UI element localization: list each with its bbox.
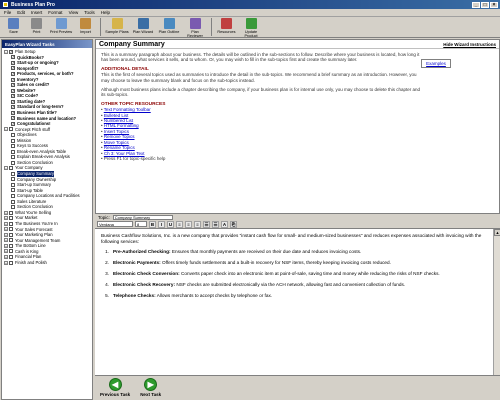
item-number: 2.: [105, 260, 109, 265]
hide-instructions-link[interactable]: Hide Wizard Instructions: [443, 41, 496, 47]
panel-title: EasyPlan Wizard Tasks: [2, 40, 92, 48]
toolbar-button-label: Sample Plans: [105, 30, 129, 34]
expand-icon[interactable]: +: [5, 243, 7, 248]
task-label: Business Plan title?: [17, 110, 57, 116]
font-select[interactable]: Verdana: [97, 221, 133, 227]
task-checkbox[interactable]: [9, 127, 13, 131]
task-checkbox[interactable]: [11, 205, 15, 209]
resource-item: • Ch 3: Your Plan Text: [101, 150, 145, 156]
resource-link[interactable]: Rename Topics: [103, 145, 135, 151]
toolbar-sample-plans-button[interactable]: [105, 18, 129, 34]
close-button[interactable]: ×: [490, 2, 498, 8]
toolbar-update-product-button[interactable]: [239, 18, 263, 38]
instructions-text: [96, 49, 499, 216]
expand-icon[interactable]: +: [5, 221, 7, 226]
task-checkbox[interactable]: ✓: [12, 110, 15, 115]
task-checkbox[interactable]: ✓: [12, 88, 15, 93]
task-label: Concept Pitch stuff: [15, 126, 51, 132]
task-checkbox[interactable]: [11, 139, 15, 143]
task-checkbox[interactable]: ✓: [12, 83, 15, 88]
task-label: Congratulations!: [17, 121, 51, 127]
task-label: QuickBooks?: [17, 54, 44, 60]
task-label: Starting date?: [17, 98, 46, 104]
scroll-up-arrow[interactable]: ▲: [495, 230, 500, 235]
menu-bar: [0, 9, 500, 17]
task-checkbox[interactable]: [9, 261, 13, 265]
task-label: Your Marketing Plan: [15, 232, 53, 238]
service-item: [101, 293, 487, 299]
bullet-list-button[interactable]: ☰: [204, 221, 209, 227]
resource-link[interactable]: Text Formatting Toolbar: [103, 107, 151, 113]
toolbar-button-label: Resources: [217, 30, 236, 34]
item-number: 5.: [105, 293, 109, 298]
format-toolbar: [95, 220, 500, 229]
task-checkbox[interactable]: [9, 222, 13, 226]
window-title: Business Plan Pro: [11, 1, 55, 8]
plan-wizard-icon: [138, 18, 149, 29]
menu-file[interactable]: File: [4, 10, 12, 15]
font-size-select[interactable]: 8: [135, 221, 147, 227]
task-checkbox[interactable]: ✓: [12, 77, 15, 82]
next-arrow-icon: ▶: [144, 378, 157, 391]
save-icon: [8, 18, 19, 29]
task-checkbox[interactable]: [9, 227, 13, 231]
task-checkbox[interactable]: ✓: [12, 60, 15, 65]
task-label: Keys to Success: [17, 143, 48, 149]
task-label: Start-up Table: [17, 187, 43, 193]
item-number: 4.: [105, 282, 109, 287]
resource-item: • Numbered List: [101, 118, 134, 124]
toolbar-button-label: Plan Outline: [158, 30, 180, 34]
editor-scrollbar[interactable]: [493, 229, 500, 375]
task-checkbox[interactable]: [11, 172, 15, 176]
resource-link[interactable]: HTML Formatting: [103, 123, 139, 129]
resource-link[interactable]: Insert Topics: [103, 128, 130, 134]
task-label: Finish and Polish: [15, 259, 47, 265]
task-checkbox[interactable]: [11, 200, 15, 204]
menu-edit[interactable]: Edit: [17, 10, 26, 15]
task-label: Start-up or ongoing?: [17, 60, 59, 66]
topic-label: Topic:: [98, 214, 110, 220]
optional-paragraph: Although most business plans include a chapter describing the company, if your business plan is for internal use only, you may choose to delete this chapter and its sub-topics.: [101, 87, 421, 98]
item-heading: Electronic Check Recovery:: [113, 282, 176, 287]
task-checkbox[interactable]: ✓: [12, 121, 15, 126]
task-label: Inventory?: [17, 76, 39, 82]
task-label: Company Locations and Facilities: [17, 193, 80, 199]
maximize-button[interactable]: □: [481, 2, 489, 8]
task-checkbox[interactable]: ✓: [12, 105, 15, 110]
task-label: Objectives: [17, 132, 37, 138]
resource-link[interactable]: Bulleted List: [103, 112, 129, 118]
align-left-button[interactable]: ≡: [176, 221, 183, 228]
bold-button[interactable]: B: [150, 221, 155, 227]
print-icon: [31, 18, 42, 29]
task-label: Financial Plan: [15, 254, 42, 260]
service-item: [101, 282, 487, 288]
expand-icon[interactable]: +: [5, 260, 7, 265]
task-label: Section Conclusion: [17, 204, 53, 210]
task-checkbox[interactable]: [11, 133, 15, 137]
collapse-icon[interactable]: −: [5, 49, 7, 54]
examples-button[interactable]: Examples: [421, 59, 451, 68]
task-label: Your Market: [15, 215, 38, 221]
topic-select[interactable]: Company Summary: [113, 215, 173, 220]
item-text: NSF checks are submitted electronically via the ACH network, allowing fast and convenient collection of funds.: [176, 282, 406, 287]
toolbar-separator: [100, 18, 101, 36]
align-center-button[interactable]: ≡: [185, 221, 192, 228]
item-heading: Telephone Checks:: [113, 293, 156, 298]
toolbar-separator: [211, 18, 212, 36]
intro-paragraph: This is a summary paragraph about your business. The details will be outlined in the sub-sections to follow. Describe where your business is located, how long it has been around, what services it sells, and to whom. Or, you may wish to fill in the sub-topics first and create the summary later.: [101, 52, 420, 63]
toolbar-button-label: Print Preview: [49, 30, 73, 34]
resources-heading: OTHER TOPIC RESOURCES: [101, 101, 166, 107]
service-item: [101, 249, 487, 255]
item-text: Ensures that monthly payments are received on their due date and reduces invoicing costs.: [171, 249, 362, 254]
task-label: Your Management Team: [15, 237, 61, 243]
plan-reviewer-icon: [190, 18, 201, 29]
resource-link[interactable]: Remove Topics: [103, 134, 135, 140]
previous-task-button[interactable]: ◀ Previous Task: [100, 380, 131, 397]
task-tree: [2, 48, 92, 265]
task-checkbox[interactable]: [9, 166, 13, 170]
item-text: Converts paper check into an electronic item at point-of-sale, saving time and money while reducing the risks of NSF checks.: [181, 271, 440, 276]
task-checkbox[interactable]: ✓: [12, 116, 15, 121]
task-checkbox[interactable]: [9, 233, 13, 237]
task-checkbox[interactable]: ✓: [12, 55, 15, 60]
task-checkbox[interactable]: ✓: [12, 99, 15, 104]
toolbar-save-button[interactable]: [3, 18, 24, 34]
task-checkbox[interactable]: ✓: [12, 66, 15, 71]
expand-icon[interactable]: +: [5, 238, 7, 243]
task-checkbox[interactable]: [9, 211, 13, 215]
task-checkbox[interactable]: ✓: [10, 49, 13, 54]
task-checkbox[interactable]: [11, 194, 15, 198]
task-label: Your Company: [15, 165, 43, 171]
task-label: Explain Break-even Analysis: [17, 154, 70, 160]
additional-paragraph: This is the first of several topics used as summaries to introduce the detail in the sub-topics. We recommend a brief summary as an introduction. However, you may choose to leave the summary blank and focus on the sub-topics instead.: [101, 72, 417, 83]
resource-item: • Text Formatting Toolbar: [101, 107, 151, 113]
task-checkbox[interactable]: [11, 144, 15, 148]
task-label: Products, services, or both?: [17, 71, 74, 77]
task-checkbox[interactable]: [9, 249, 13, 253]
menu-tools[interactable]: Tools: [84, 10, 95, 15]
task-label: Your Sales Forecast: [15, 226, 53, 232]
expand-icon[interactable]: +: [5, 227, 7, 232]
item-number: 3.: [105, 271, 109, 276]
item-number: 1.: [105, 249, 109, 254]
import-icon: [80, 18, 91, 29]
menu-view[interactable]: View: [68, 10, 79, 15]
expand-icon[interactable]: +: [5, 249, 7, 254]
service-item: [101, 260, 487, 266]
task-checkbox[interactable]: [9, 238, 13, 242]
sample-plans-icon: [112, 18, 123, 29]
print-preview-icon: [56, 18, 67, 29]
service-item: [101, 271, 487, 277]
task-label: The Bottom Line: [15, 243, 46, 249]
toolbar-import-button[interactable]: [75, 18, 96, 34]
title-bar: [0, 0, 500, 9]
expand-icon[interactable]: +: [5, 216, 7, 221]
expand-icon[interactable]: +: [5, 255, 7, 259]
toolbar-plan-wizard-button[interactable]: [131, 18, 155, 34]
resource-item: • Insert Topics: [101, 128, 130, 134]
numbered-list-button[interactable]: ☰: [213, 221, 218, 227]
task-checkbox[interactable]: [9, 244, 13, 248]
copy-button[interactable]: ⎘: [231, 221, 236, 227]
menu-help[interactable]: Help: [100, 10, 111, 15]
toolbar: [0, 17, 500, 38]
task-label: The Business You're In: [15, 220, 58, 226]
expand-icon[interactable]: +: [5, 210, 7, 215]
previous-arrow-icon: ◀: [109, 378, 122, 391]
task-navigation: [95, 375, 500, 400]
task-label: Nonprofit?: [17, 65, 39, 71]
toolbar-button-label: Plan Wizard: [132, 30, 154, 34]
underline-button[interactable]: U: [168, 221, 173, 227]
task-checkbox[interactable]: [11, 155, 15, 159]
wizard-task-panel: [1, 39, 93, 400]
item-text: Offers timely funds settlements and a built-in recovery for NSF items, thereby keeping invoicing costs reduced.: [162, 260, 391, 265]
additional-heading: ADDITIONAL DETAIL: [101, 66, 149, 72]
task-label: SIC Code?: [17, 93, 39, 99]
task-label: Section Conclusion: [17, 159, 53, 165]
item-heading: Electronic Payments:: [113, 260, 161, 265]
toolbar-print-button[interactable]: [26, 18, 47, 34]
task-label: Company Ownership: [17, 176, 57, 182]
resource-link[interactable]: Ch 3: Your Plan Text: [103, 150, 145, 156]
item-text: Allows merchants to accept checks by telephone or fax.: [156, 293, 273, 298]
task-label: Business name and location?: [17, 115, 77, 121]
task-label: Standard or long-term?: [17, 104, 64, 110]
minimize-button[interactable]: _: [472, 2, 480, 8]
task-label: Sales on credit?: [17, 82, 50, 88]
menu-insert[interactable]: Insert: [31, 10, 43, 15]
align-right-button[interactable]: ≡: [194, 221, 201, 228]
topic-title: Company Summary: [99, 40, 165, 48]
toolbar-resources-button[interactable]: [216, 18, 237, 34]
resource-item: • Remove Topics: [101, 134, 135, 140]
task-checkbox[interactable]: [11, 188, 15, 192]
task-checkbox[interactable]: [11, 161, 15, 165]
plan-text-editor[interactable]: [95, 229, 493, 375]
task-group[interactable]: [4, 260, 92, 266]
toolbar-print-preview-button[interactable]: [49, 18, 73, 34]
task-label: Website?: [17, 87, 36, 93]
task-checkbox[interactable]: [9, 255, 13, 259]
item-heading: Pre-Authorized Checking:: [113, 249, 171, 254]
task-label: Company Summary: [17, 171, 55, 177]
task-checkbox[interactable]: [11, 150, 15, 154]
task-checkbox[interactable]: ✓: [12, 71, 15, 76]
expand-icon[interactable]: +: [5, 232, 7, 237]
task-checkbox[interactable]: ✓: [12, 94, 15, 99]
task-label: Plan Setup: [15, 49, 36, 54]
task-label: What You're Selling: [15, 209, 52, 215]
menu-format[interactable]: Format: [48, 10, 63, 15]
toolbar-button-label: Update Product: [244, 30, 258, 38]
toolbar-button-label: Print: [32, 30, 41, 34]
app-icon: [3, 2, 8, 7]
resources-icon: [221, 18, 232, 29]
task-label: Start-up Summary: [17, 182, 51, 188]
task-checkbox[interactable]: [11, 183, 15, 187]
task-label: Cash is King: [15, 248, 39, 254]
italic-button[interactable]: I: [158, 221, 165, 228]
font-color-button[interactable]: A: [222, 221, 227, 227]
task-checkbox[interactable]: [9, 216, 13, 220]
topic-bar: [95, 213, 500, 220]
help-hint: • Press F1 for topic-specific help: [101, 155, 166, 161]
collapse-icon[interactable]: −: [5, 166, 7, 171]
toolbar-button-label: Plan Reviewer: [187, 30, 203, 38]
toolbar-plan-outline-button[interactable]: [157, 18, 181, 34]
task-label: Mission: [17, 137, 32, 143]
toolbar-plan-reviewer-button[interactable]: [183, 18, 207, 38]
update-product-icon: [246, 18, 257, 29]
collapse-icon[interactable]: −: [5, 127, 7, 132]
resource-item: • HTML Formatting: [101, 123, 139, 129]
resource-item: • Bulleted List: [101, 112, 129, 118]
item-heading: Electronic Check Conversion:: [113, 271, 180, 276]
resource-link[interactable]: Numbered List: [103, 118, 134, 124]
task-label: Break-even Analysis Table: [17, 148, 67, 154]
next-task-button[interactable]: ▶ Next Task: [140, 380, 162, 397]
task-label: Sales Literature: [17, 198, 47, 204]
toolbar-button-label: Import: [80, 30, 91, 34]
resource-item: • Rename Topics: [101, 145, 135, 151]
editor-intro: Business Cashflow Solutions, Inc. is a new company that provides "instant cash flow for small- and medium-sized businesses" and reduces expenses associated with invoicing with the following services:: [101, 233, 482, 244]
resource-item: • Move Topics: [101, 139, 129, 145]
toolbar-button-label: Save: [9, 30, 18, 34]
resource-link[interactable]: Move Topics: [103, 139, 129, 145]
plan-outline-icon: [164, 18, 175, 29]
task-checkbox[interactable]: [11, 177, 15, 181]
